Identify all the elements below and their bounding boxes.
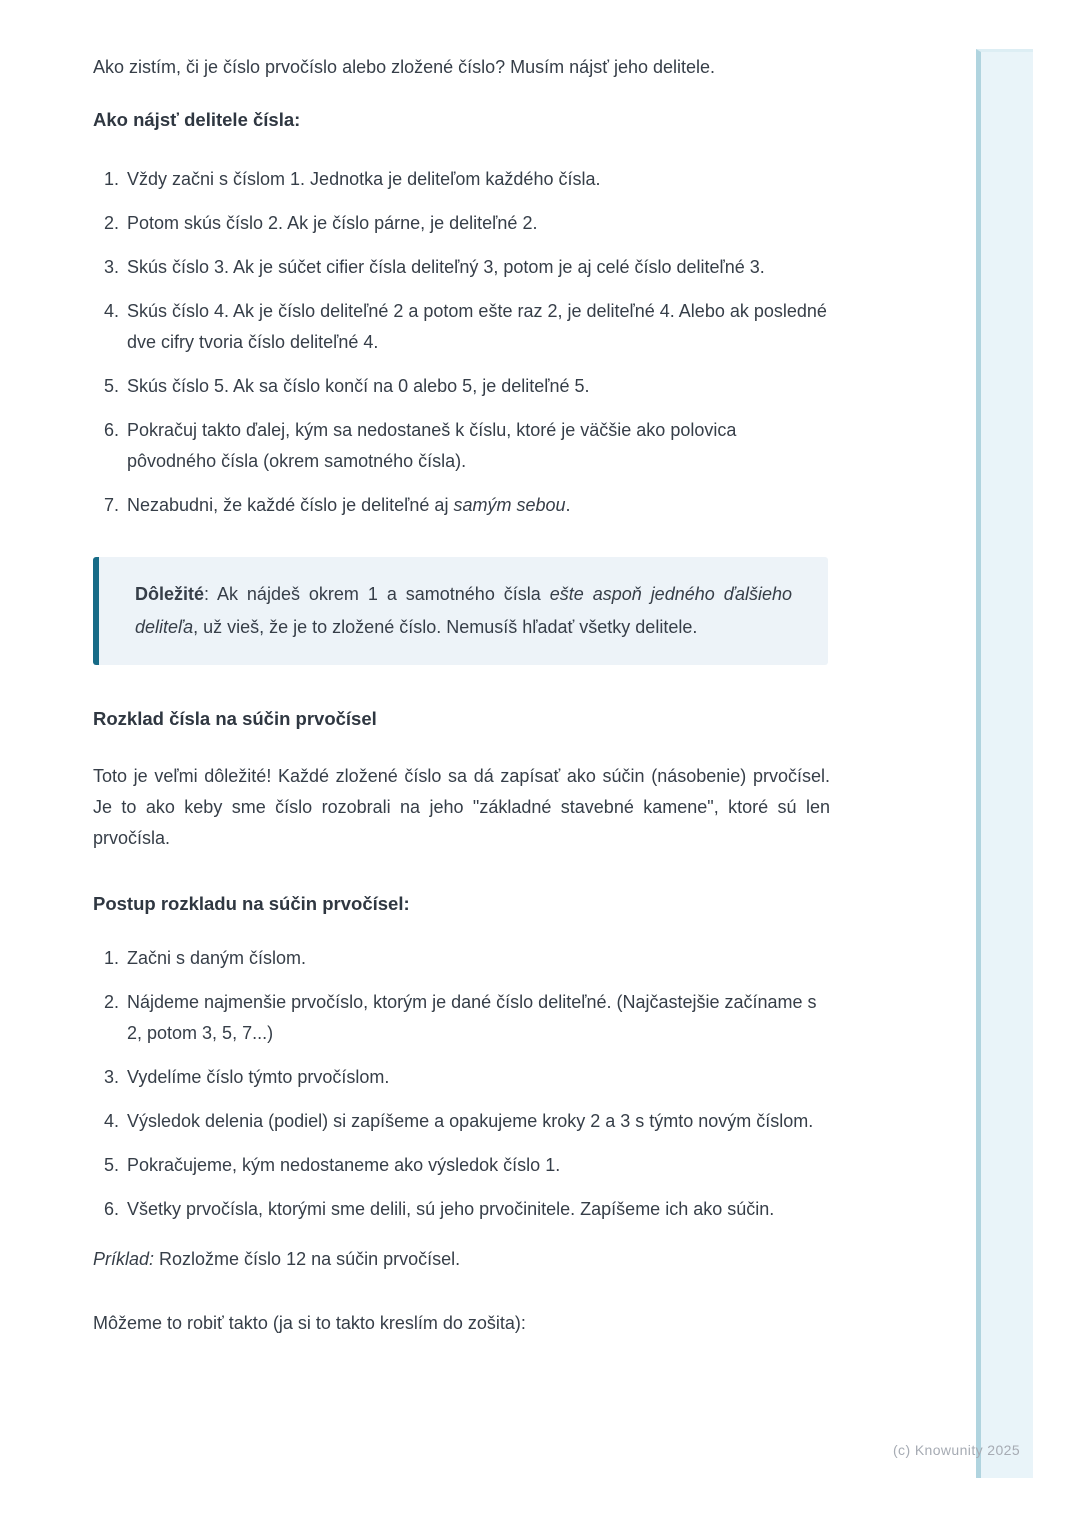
list-item: 5. Pokračujeme, kým nedostaneme ako výsledok číslo 1.	[124, 1150, 830, 1181]
document-content	[93, 52, 830, 1339]
list-item: 6. Pokračuj takto ďalej, kým sa nedostaneš k číslu, ktoré je väčšie ako polovica pôvodného čísla (okrem samotného čísla).	[124, 415, 830, 477]
heading-procedure: Postup rozkladu na súčin prvočísel:	[93, 893, 410, 914]
example-paragraph	[93, 1244, 830, 1275]
list-item: 1. Začni s daným číslom.	[124, 943, 830, 974]
example-text: Rozložme číslo 12 na súčin prvočísel.	[154, 1249, 461, 1269]
procedure-list	[93, 943, 830, 1225]
list-item-text: Nezabudni, že každé číslo je deliteľné aj	[127, 495, 454, 515]
list-item: 6. Všetky prvočísla, ktorými sme delili, sú jeho prvočinitele. Zapíšeme ich ako súčin.	[124, 1194, 830, 1225]
callout-emphasis: ešte aspoň jedného ďalšieho deliteľa	[135, 584, 792, 637]
callout-label: Dôležité	[135, 584, 205, 604]
list-item: 4. Skús číslo 4. Ak je číslo deliteľné 2 a potom ešte raz 2, je deliteľné 4. Alebo ak posledné dve cifry tvoria číslo deliteľné 4.	[124, 296, 830, 358]
closing-paragraph: Môžeme to robiť takto (ja si to takto kreslím do zošita):	[93, 1313, 526, 1333]
heading-decomposition: Rozklad čísla na súčin prvočísel	[93, 708, 377, 729]
list-item: 3. Skús číslo 3. Ak je súčet cifier čísla deliteľný 3, potom je aj celé číslo deliteľné 3.	[124, 252, 830, 283]
intro-paragraph: Ako zistím, či je číslo prvočíslo alebo zložené číslo? Musím nájsť jeho delitele.	[93, 57, 716, 77]
list-item-text: .	[565, 495, 571, 515]
page-edge-strip	[976, 49, 1033, 1478]
important-callout	[93, 557, 828, 665]
callout-body: : Ak nájdeš okrem 1 a samotného čísla	[204, 584, 550, 604]
copyright-watermark: (c) Knowunity 2025	[893, 1442, 1021, 1458]
callout-body: , už vieš, že je to zložené číslo. Nemusíš hľadať všetky delitele.	[193, 617, 698, 637]
heading-find-divisors: Ako nájsť delitele čísla:	[93, 109, 301, 130]
list-item: 4. Výsledok delenia (podiel) si zapíšeme a opakujeme kroky 2 a 3 s týmto novým číslom.	[124, 1106, 830, 1137]
list-item-emphasis: samým sebou	[453, 495, 566, 515]
decomposition-paragraph: Toto je veľmi dôležité! Každé zložené číslo sa dá zapísať ako súčin (násobenie) prvočísel. Je to ako keby sme číslo rozobrali na jeho "základné stavebné kamene", ktoré sú len prvočísla.	[93, 766, 830, 848]
find-divisors-list	[93, 164, 830, 521]
list-item: 3. Vydelíme číslo týmto prvočíslom.	[124, 1062, 830, 1093]
list-item: 1. Vždy začni s číslom 1. Jednotka je deliteľom každého čísla.	[124, 164, 830, 195]
list-item	[124, 490, 830, 521]
list-item: 5. Skús číslo 5. Ak sa číslo končí na 0 alebo 5, je deliteľné 5.	[124, 371, 830, 402]
example-label: Príklad:	[93, 1249, 155, 1269]
list-item: 2. Potom skús číslo 2. Ak je číslo párne, je deliteľné 2.	[124, 208, 830, 239]
callout-text	[135, 578, 792, 644]
list-item: 2. Nájdeme najmenšie prvočíslo, ktorým je dané číslo deliteľné. (Najčastejšie začíname s 2, potom 3, 5, 7...)	[124, 987, 830, 1049]
